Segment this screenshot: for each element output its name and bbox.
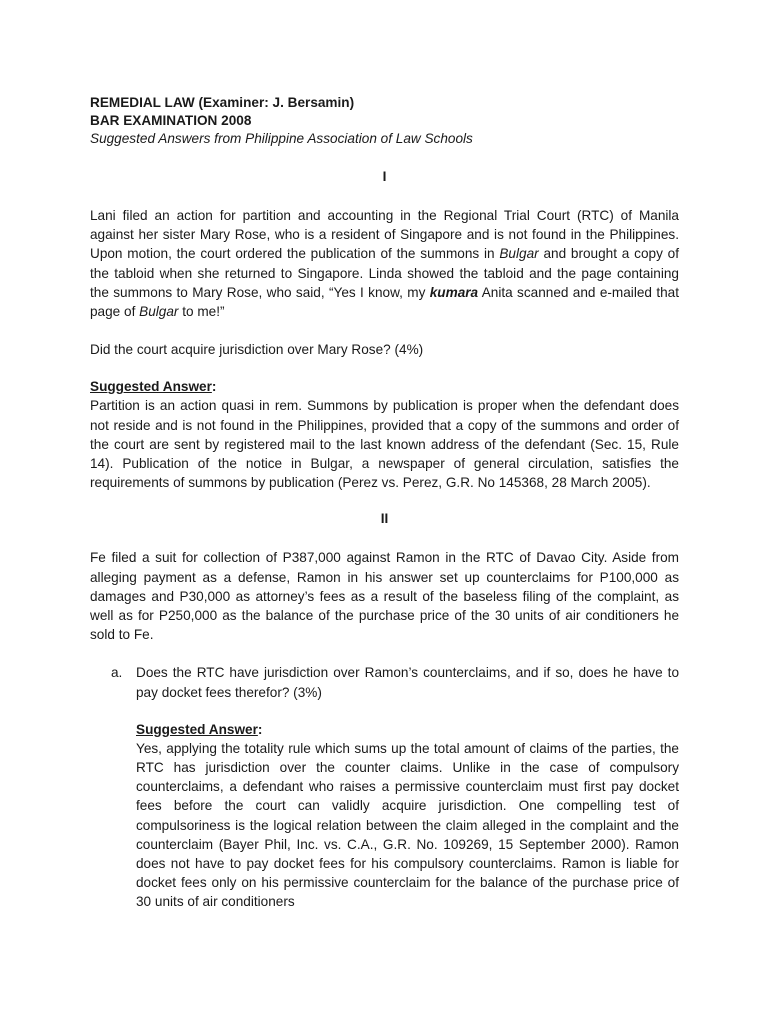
question-2a-answer: Yes, applying the totality rule which sums up the total amount of claims of the parties, the RTC has jurisdiction over the counter claims. Unlike in the case of compulsory counterclaims, a defendant who raises a permissive counterclaim must first pay docket fees before the court can validly acquire jurisdiction. One compelling test of compulsoriness is the logical relation between the claim alleged in the complaint and the counterclaim (Bayer Phil, Inc. vs. C.A., G.R. No. 109269, 15 September 2000). Ramon does not have to pay docket fees for his compulsory counterclaims. Ramon is liable for docket fees only on his permissive counterclaim for the balance of the purchase price of 30 units of air conditioners [136,740,679,910]
question-1-facts: Lani filed an action for partition and accounting in the Regional Trial Court (RTC) of Manila against her sister Mary Rose, who is a resident of Singapore and is not found in the Philippines. Upon motion, the court ordered the publication of the summons in Bulgar and brought a copy of the tabloid when she returned to Singapore. Linda showed the tabloid and the page containing the summons to Mary Rose, who said, “Yes I know, my kumara Anita scanned and e-mailed that page of Bulgar to me!” [90,208,679,320]
question-1-answer: Partition is an action quasi in rem. Summons by publication is proper when the defendant does not reside and is not found in the Philippines, provided that a copy of the summons and order of the court are sent by registered mail to the last known address of the defendant (Sec. 15, Rule 14). Publication of the notice in Bulgar, a newspaper of general circulation, satisfies the requirements of summons by publication (Perez vs. Perez, G.R. No 145368, 28 March 2005). [90,398,679,491]
question-2-numeral: II [380,511,389,527]
question-2a [90,663,679,701]
question-2a-marker: a. [111,665,123,681]
question-1-prompt: Did the court acquire jurisdiction over Mary Rose? (4%) [90,342,424,358]
source-subtitle: Suggested Answers from Philippine Association of Law Schools [90,131,473,146]
question-2a-answer-label: Suggested Answer: [136,721,263,737]
question-2-facts: Fe filed a suit for collection of P387,000 against Ramon in the RTC of Davao City. Aside from alleging payment as a defense, Ramon in his answer set up counterclaims for P100,000 as damages and P30,000 as attorney’s fees as a result of the baseless filing of the complaint, as well as for P250,000 as the balance of the purchase price of the 30 units of air conditioners he sold to Fe. [90,550,679,643]
document-page [90,94,679,912]
question-2a-answer-block [90,720,679,912]
question-1-answer-label: Suggested Answer: [90,379,217,395]
subject-title: REMEDIAL LAW (Examiner: J. Bersamin) [90,95,355,110]
question-2a-prompt: Does the RTC have jurisdiction over Ramon’s counterclaims, and if so, does he have to pay docket fees therefor? (3%) [136,665,679,700]
exam-title: BAR EXAMINATION 2008 [90,113,252,128]
question-1-numeral: I [382,169,387,184]
